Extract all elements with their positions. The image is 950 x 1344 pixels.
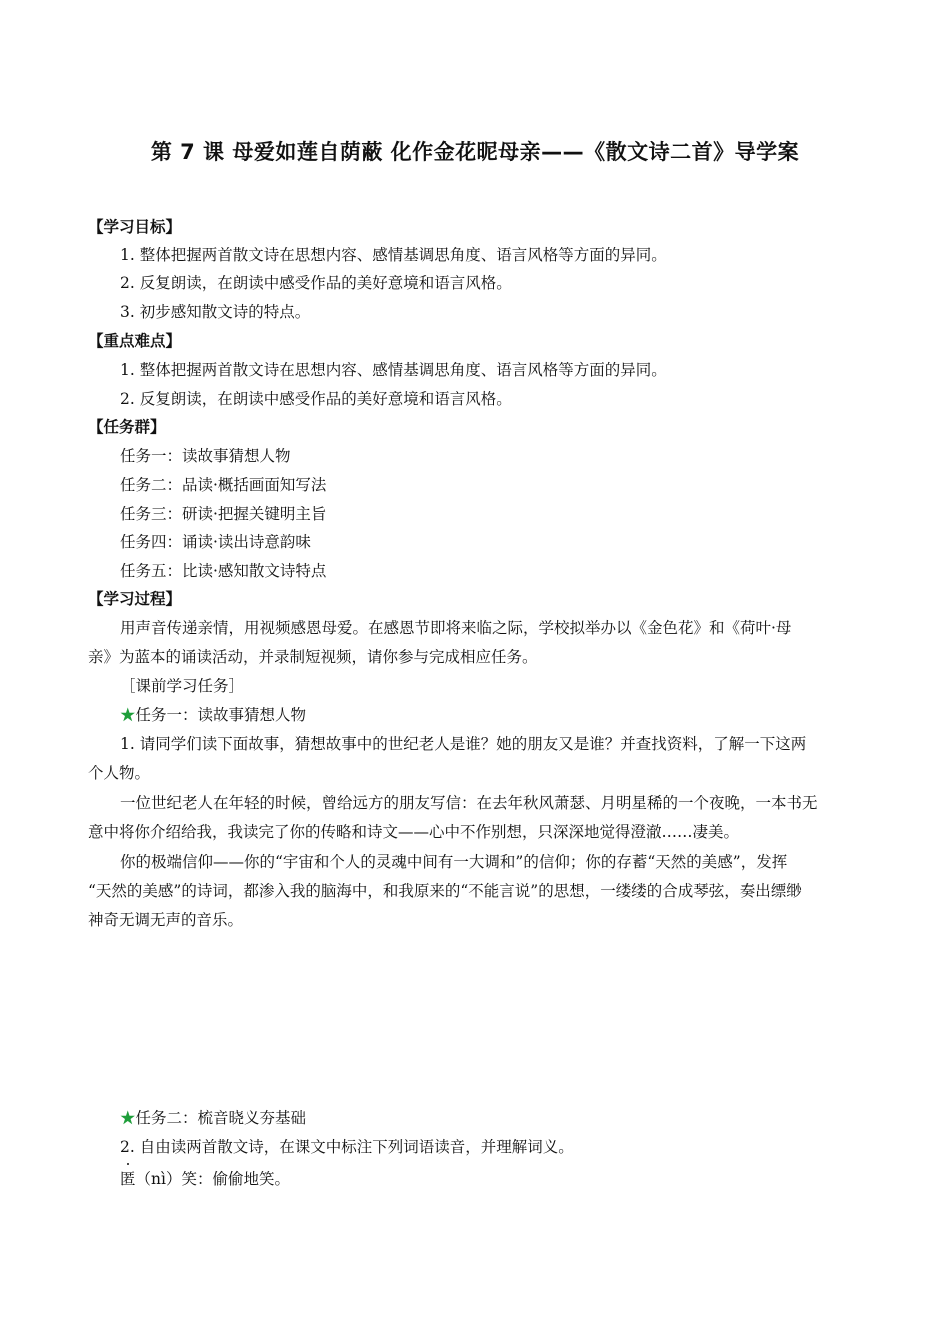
star-icon: ★ bbox=[120, 1109, 136, 1127]
objective-item: 3. 初步感知散文诗的特点。 bbox=[120, 303, 311, 321]
process-intro-line: 亲》为蓝本的诵读活动，并录制短视频，请你参与完成相应任务。 bbox=[88, 648, 538, 666]
key-point-item: 1. 整体把握两首散文诗在思想内容、感情基调思角度、语言风格等方面的异同。 bbox=[120, 361, 667, 379]
process-heading: 【学习过程】 bbox=[88, 590, 182, 608]
story-line: 你的极端信仰——你的“宇宙和个人的灵魂中间有一大调和”的信仰；你的存蓄“天然的美感”，发挥 bbox=[120, 853, 788, 871]
page-title: 第 7 课 母爱如莲自荫蔽 化作金花昵母亲——《散文诗二首》导学案 bbox=[150, 140, 800, 164]
objective-item: 2. 反复朗读，在朗读中感受作品的美好意境和语言风格。 bbox=[120, 274, 512, 292]
process-intro-line: 用声音传递亲情，用视频感恩母爱。在感恩节即将来临之际，学校拟举办以《金色花》和《荷叶·母 bbox=[120, 619, 792, 637]
story-line: 意中将你介绍给我，我读完了你的传略和诗文——心中不作别想，只深深地觉得澄澈……凄美。 bbox=[88, 823, 740, 841]
task-two-label: 任务二：梳音晓义夯基础 bbox=[135, 1109, 307, 1127]
question-line: 个人物。 bbox=[88, 764, 151, 782]
task-group-item: 任务四：诵读·读出诗意韵味 bbox=[120, 533, 311, 551]
question-line: 2. 自由读两首散文诗，在课文中标注下列词语读音，并理解词义。 bbox=[120, 1138, 574, 1156]
key-points-heading: 【重点难点】 bbox=[88, 332, 182, 350]
story-line: 神奇无调无声的音乐。 bbox=[88, 911, 244, 929]
task-group-item: 任务三：研读·把握关键明主旨 bbox=[120, 505, 327, 523]
vocab-definition: （nì）笑：偷偷地笑。 bbox=[135, 1170, 290, 1188]
objective-item: 1. 整体把握两首散文诗在思想内容、感情基调思角度、语言风格等方面的异同。 bbox=[120, 246, 667, 264]
objectives-heading: 【学习目标】 bbox=[88, 218, 182, 236]
pre-class-task-label: ［课前学习任务］ bbox=[120, 677, 245, 695]
task-group-item: 任务一：读故事猜想人物 bbox=[120, 447, 291, 465]
vocab-item bbox=[120, 1169, 290, 1189]
story-line: 一位世纪老人在年轻的时候，曾给远方的朋友写信：在去年秋风萧瑟、月明星稀的一个夜晚，一本书无 bbox=[120, 794, 818, 812]
task-group-item: 任务二：品读·概括画面知写法 bbox=[120, 476, 327, 494]
emphasis-char: 匿 bbox=[120, 1170, 136, 1188]
story-line: “天然的美感”的诗词，都渗入我的脑海中，和我原来的“不能言说”的思想，一缕缕的合成琴弦，奏出缥缈 bbox=[88, 882, 802, 900]
star-icon: ★ bbox=[120, 706, 136, 724]
task-two-title bbox=[120, 1108, 306, 1128]
task-one-label: 任务一：读故事猜想人物 bbox=[135, 706, 307, 724]
key-point-item: 2. 反复朗读，在朗读中感受作品的美好意境和语言风格。 bbox=[120, 390, 512, 408]
task-group-item: 任务五：比读·感知散文诗特点 bbox=[120, 562, 327, 580]
task-group-heading: 【任务群】 bbox=[88, 418, 166, 436]
question-line: 1. 请同学们读下面故事，猜想故事中的世纪老人是谁？她的朋友又是谁？并查找资料，了解一下这两 bbox=[120, 735, 807, 753]
task-one-title bbox=[120, 705, 306, 725]
